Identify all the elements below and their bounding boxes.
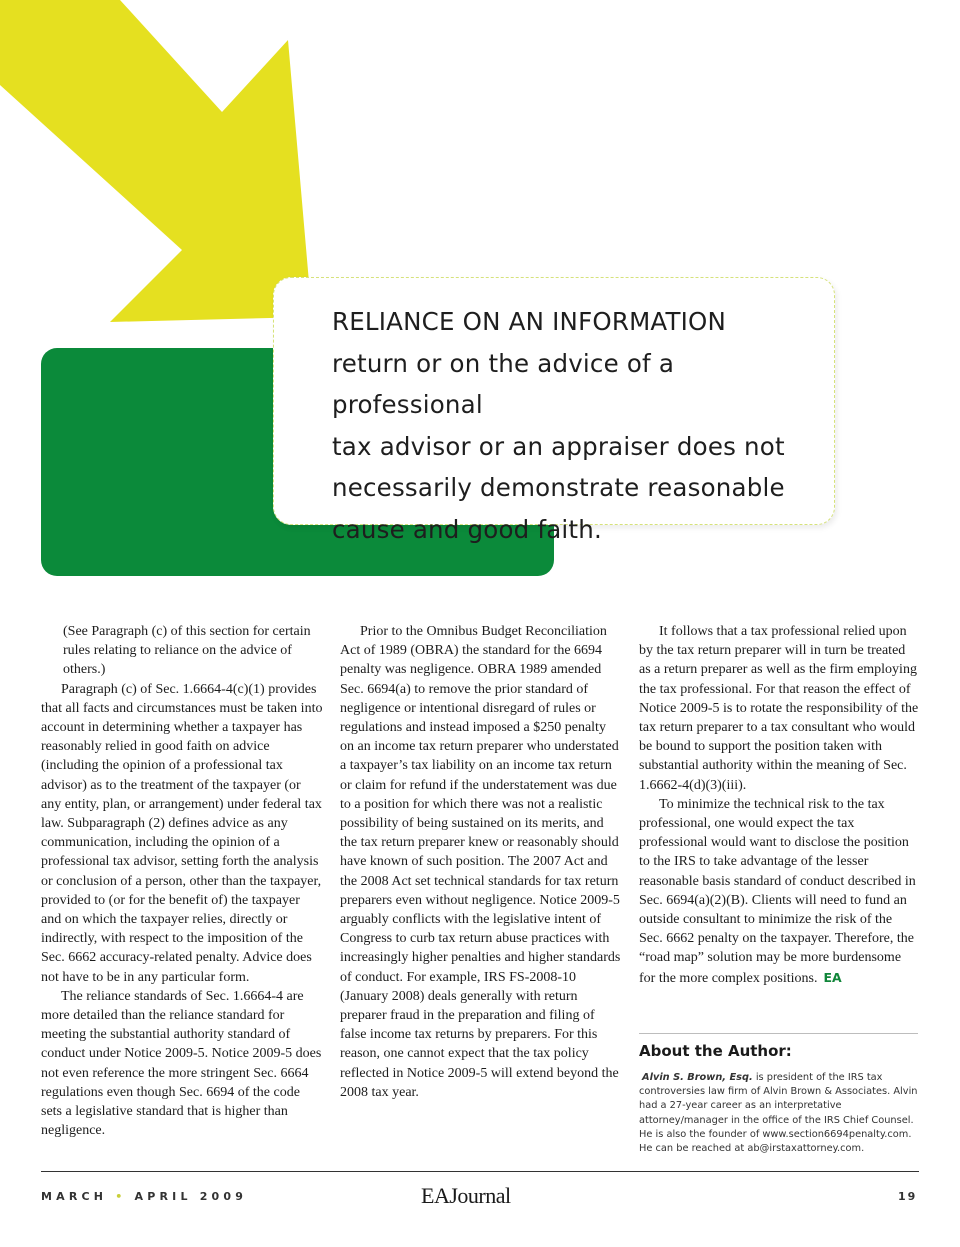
author-divider: [639, 1033, 918, 1034]
issue-date: [41, 1190, 247, 1203]
body-paragraph: [639, 795, 919, 988]
journal-logo: EAJournal: [421, 1183, 511, 1208]
body-paragraph: The reliance standards of Sec. 1.6664-4 are more detailed than the reliance standard for meeting the substantial authority standard of conduct under Notice 2009-5. Notice 2009-5 does not even reference the more stringent Sec. 6664 regulations even though Sec. 6694 of the code sets a legislative standard that is higher than negligence.: [41, 988, 322, 1139]
page-number: 19: [898, 1190, 918, 1203]
author-bio-text: is president of the IRS tax controversies law firm of Alvin Brown & Associates. Alvin had a 27-year career as an interpretative attorney/manager in the office of the IRS Chief Counsel. He is also the founder of www.section6694penalty.com. He can be reached at ab@irstaxattorney.com.: [639, 1072, 918, 1155]
article-column-2: [340, 622, 622, 1102]
date-separator: •: [115, 1190, 127, 1203]
issue-month-1: MARCH: [41, 1190, 108, 1203]
body-paragraph: Prior to the Omnibus Budget Reconciliation Act of 1989 (OBRA) the standard for the 6694 penalty was negligence. OBRA 1989 amended Sec. 6694(a) to remove the prior standard of negligence or intentional disregard of rules or regulations and instead imposed a $250 penalty on an income tax return preparer who understated a taxpayer’s tax liability on an income tax return or claim for refund if the understatement was due to a position for which there was not a realistic possibility of being sustained on its merits, and the tax return preparer knew or reasonably should have known of such position. The 2007 Act and the 2008 Act set technical standards for tax return preparers even without negligence. Notice 2009-5 arguably conflicts with the legislative intent of Congress to curb tax return abuse practices with increasingly higher penalties and higher standards of conduct. For example, IRS FS-2008-10 (January 2008) deals generally with return preparer fraud in the preparation and filing of false income tax returns by preparers. For this reason, one cannot expect that the tax policy reflected in Notice 2009-5 will extend beyond the 2008 tax year.: [340, 624, 621, 1100]
author-heading: About the Author:: [639, 1042, 792, 1060]
author-name: Alvin S. Brown, Esq.: [642, 1072, 753, 1083]
pull-quote-line: tax advisor or an appraiser does not: [332, 431, 785, 461]
body-paragraph-text: To minimize the technical risk to the tax professional, one would expect the tax professional would want to disclose the position to the IRS to take advantage of the lesser reasonable basis standard of conduct described in Sec. 6694(a)(2)(B). Clients will need to fund an outside consultant to minimize the risk of the Sec. 6662 penalty on the taxpayer. Therefore, the “road map” solution may be more burdensome for the more complex positions.: [639, 796, 916, 986]
article-column-1: [41, 622, 323, 1140]
issue-month-2: APRIL: [134, 1190, 192, 1203]
author-bio: [639, 1071, 921, 1156]
pull-quote-line: necessarily demonstrate reasonable: [332, 473, 785, 502]
pull-quote-text: [332, 301, 832, 550]
pull-quote-line: cause and good faith.: [332, 514, 602, 544]
arrow-shape: [0, 0, 312, 322]
pull-quote-line: return or on the advice of a professional: [332, 348, 675, 419]
footer-divider: [41, 1171, 919, 1172]
article-column-3: [639, 622, 919, 988]
body-paragraph: It follows that a tax professional relied upon by the tax return preparer will in turn be treated as a return preparer as well as the firm employing the tax professional. For that reason the effect of Notice 2009-5 is to rotate the responsibility of the tax return preparer to a tax consultant who would be bound to support the position taken with substantial authority within the meaning of Sec. 1.6662-4(d)(3)(iii).: [639, 624, 919, 793]
pull-quote-lead: RELIANCE ON AN INFORMATION: [332, 307, 727, 336]
regulation-quote: (See Paragraph (c) of this section for certain rules relating to reliance on the advice of others.): [63, 624, 311, 678]
body-paragraph: Paragraph (c) of Sec. 1.6664-4(c)(1) provides that all facts and circumstances must be taken into account in determining whether a taxpayer has reasonably relied in good faith on advice (including the opinion of a professional tax advisor) as to the treatment of the taxpayer (or any entity, plan, or arrangement) under federal tax law. Subparagraph (2) defines advice as any communication, including the opinion of a professional tax advisor, setting forth the analysis or conclusion of a person, other than the taxpayer, provided to (or for the benefit of) the taxpayer and on which the taxpayer relies, directly or indirectly, with respect to the imposition of the Sec. 6662 accuracy-related penalty. Advice does not have to be in any particular form.: [41, 681, 323, 985]
issue-year: 2009: [199, 1190, 248, 1203]
end-of-article-mark: EA: [823, 969, 842, 985]
